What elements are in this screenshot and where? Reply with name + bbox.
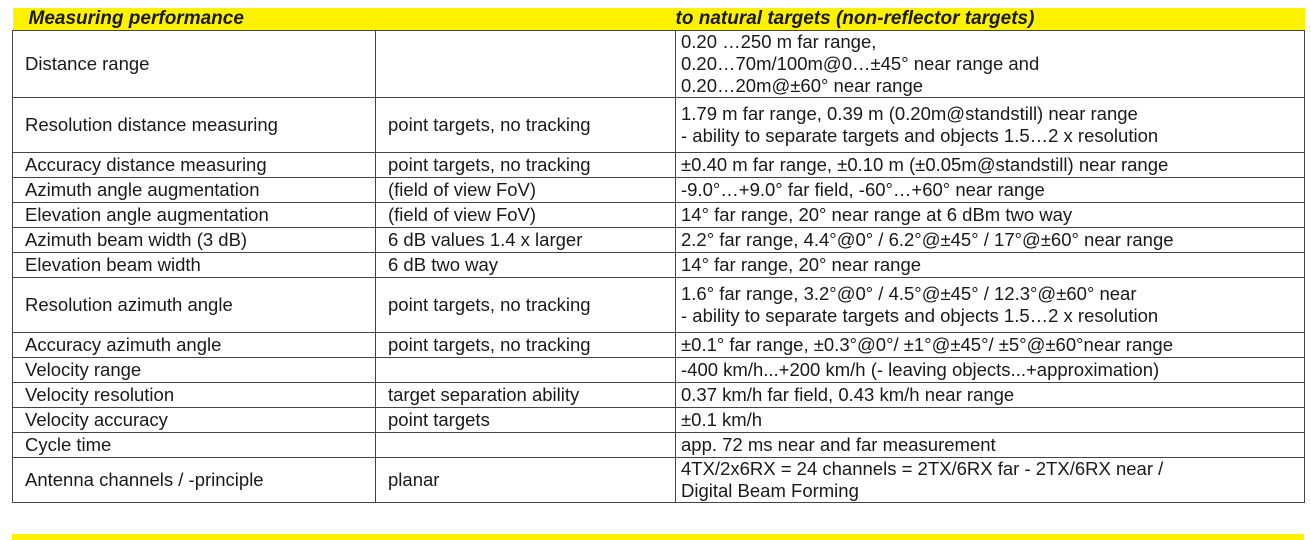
parameter-cell: Antenna channels / -principle (13, 458, 376, 503)
spec-table-container (12, 8, 1304, 503)
table-body (13, 31, 1305, 503)
value-line: 4TX/2x6RX = 24 channels = 2TX/6RX far - 2TX/6RX near / (681, 458, 1164, 479)
condition-cell: 6 dB two way (376, 253, 676, 278)
condition-cell (376, 31, 676, 98)
parameter-cell: Accuracy distance measuring (13, 153, 376, 178)
value-cell (676, 253, 1305, 278)
table-row (13, 278, 1305, 333)
table-row (13, 358, 1305, 383)
value-cell (676, 228, 1305, 253)
value-line: 14° far range, 20° near range at 6 dBm two way (681, 204, 1073, 225)
parameter-cell: Cycle time (13, 433, 376, 458)
header-row (13, 8, 1305, 31)
value-line: 1.79 m far range, 0.39 m (0.20m@standstill) near range (681, 103, 1138, 124)
value-line: 0.20 …250 m far range, (681, 31, 877, 52)
condition-cell: target separation ability (376, 383, 676, 408)
table-row (13, 98, 1305, 153)
value-cell (676, 278, 1305, 333)
table-row (13, 31, 1305, 98)
value-cell (676, 333, 1305, 358)
value-line: 2.2° far range, 4.4°@0° / 6.2°@±45° / 17°@±60° near range (681, 229, 1174, 250)
value-line: 0.20…20m@±60° near range (681, 75, 924, 96)
value-line: - ability to separate targets and objects 1.5…2 x resolution (681, 125, 1159, 146)
condition-cell: point targets, no tracking (376, 278, 676, 333)
parameter-cell: Azimuth angle augmentation (13, 178, 376, 203)
value-cell (676, 408, 1305, 433)
parameter-cell: Velocity accuracy (13, 408, 376, 433)
parameter-cell: Resolution azimuth angle (13, 278, 376, 333)
value-line: ±0.1° far range, ±0.3°@0°/ ±1°@±45°/ ±5°@±60°near range (681, 334, 1174, 355)
header-natural-targets: to natural targets (non-reflector targets) (676, 8, 1305, 31)
value-line: 0.37 km/h far field, 0.43 km/h near range (681, 384, 1015, 405)
parameter-cell: Azimuth beam width (3 dB) (13, 228, 376, 253)
condition-cell: (field of view FoV) (376, 178, 676, 203)
table-row (13, 178, 1305, 203)
parameter-cell: Velocity resolution (13, 383, 376, 408)
value-line: - ability to separate targets and objects 1.5…2 x resolution (681, 305, 1159, 326)
parameter-cell: Velocity range (13, 358, 376, 383)
value-line: ±0.40 m far range, ±0.10 m (±0.05m@standstill) near range (681, 154, 1169, 175)
value-cell (676, 458, 1305, 503)
value-line: app. 72 ms near and far measurement (681, 434, 996, 455)
table-row (13, 408, 1305, 433)
condition-cell: (field of view FoV) (376, 203, 676, 228)
value-line: 1.6° far range, 3.2°@0° / 4.5°@±45° / 12.3°@±60° near (681, 283, 1137, 304)
value-cell (676, 358, 1305, 383)
header-condition (376, 8, 676, 31)
condition-cell: point targets, no tracking (376, 333, 676, 358)
value-line: -9.0°…+9.0° far field, -60°…+60° near range (681, 179, 1045, 200)
condition-cell: point targets, no tracking (376, 98, 676, 153)
value-cell (676, 98, 1305, 153)
table-row (13, 203, 1305, 228)
table-row (13, 228, 1305, 253)
table-row (13, 333, 1305, 358)
condition-cell (376, 433, 676, 458)
next-section-header-strip (12, 534, 1304, 540)
table-row (13, 253, 1305, 278)
value-cell (676, 433, 1305, 458)
value-cell (676, 203, 1305, 228)
measuring-performance-table (12, 8, 1305, 503)
value-cell (676, 31, 1305, 98)
parameter-cell: Resolution distance measuring (13, 98, 376, 153)
parameter-cell: Elevation beam width (13, 253, 376, 278)
condition-cell: point targets, no tracking (376, 153, 676, 178)
condition-cell: 6 dB values 1.4 x larger (376, 228, 676, 253)
value-line: ±0.1 km/h (681, 409, 763, 430)
value-line: -400 km/h...+200 km/h (- leaving objects...+approximation) (681, 359, 1160, 380)
value-cell (676, 383, 1305, 408)
value-line: 14° far range, 20° near range (681, 254, 922, 275)
value-cell (676, 153, 1305, 178)
header-measuring-performance: Measuring performance (13, 8, 376, 31)
table-row (13, 383, 1305, 408)
parameter-cell: Elevation angle augmentation (13, 203, 376, 228)
value-cell (676, 178, 1305, 203)
table-row (13, 153, 1305, 178)
parameter-cell: Distance range (13, 31, 376, 98)
parameter-cell: Accuracy azimuth angle (13, 333, 376, 358)
condition-cell (376, 358, 676, 383)
condition-cell: point targets (376, 408, 676, 433)
table-row (13, 433, 1305, 458)
value-line: 0.20…70m/100m@0…±45° near range and (681, 53, 1040, 74)
value-line: Digital Beam Forming (681, 480, 859, 501)
table-row (13, 458, 1305, 503)
condition-cell: planar (376, 458, 676, 503)
